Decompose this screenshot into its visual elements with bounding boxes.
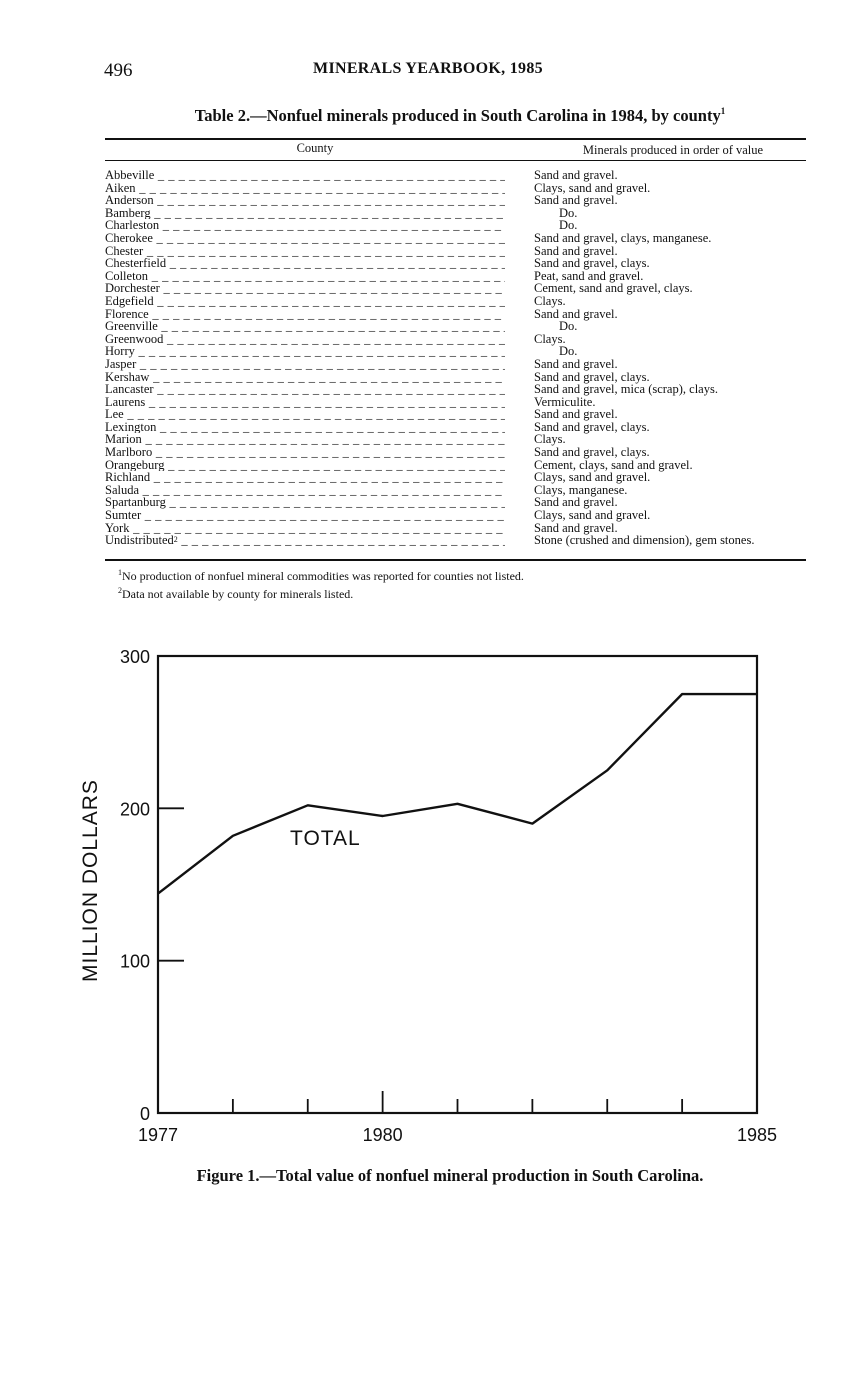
minerals-cell: Do.: [559, 205, 578, 220]
footnote-text: No production of nonfuel mineral commodities was reported for counties not listed.: [122, 569, 524, 583]
minerals-cell: Vermiculite.: [534, 394, 596, 409]
county-name: Horry: [105, 345, 135, 358]
minerals-cell: Do.: [559, 218, 578, 233]
minerals-cell: Do.: [559, 319, 578, 334]
y-tick-label: 0: [139, 1104, 150, 1124]
county-name: Florence: [105, 307, 149, 321]
minerals-cell: Sand and gravel, clays.: [534, 369, 650, 384]
y-tick-label: 100: [119, 951, 150, 972]
county-name: Aiken: [105, 181, 136, 195]
county-name: Sumter: [105, 509, 142, 522]
county-name: Undistributed: [105, 534, 174, 547]
county-name: Lexington: [105, 420, 157, 434]
minerals-cell: Clays.: [534, 432, 566, 447]
footnote-text: Data not available by county for minerals listed.: [122, 586, 354, 601]
county-name: Marion: [105, 433, 142, 447]
y-axis-label: MILLION DOLLARS: [79, 779, 102, 982]
county-name: Richland: [105, 471, 151, 484]
series-label-total: TOTAL: [290, 827, 361, 850]
county-name: Bamberg: [105, 206, 151, 220]
footnote-mark: 2: [118, 585, 122, 595]
minerals-cell: Sand and gravel, clays.: [534, 445, 650, 460]
x-tick-label: 1977: [137, 1125, 179, 1145]
county-name: Saluda: [105, 483, 140, 497]
chart-frame: [158, 656, 757, 1113]
minerals-cell: Clays, manganese.: [534, 482, 628, 497]
minerals-cell: Clays, sand and gravel.: [534, 508, 651, 523]
county-name: Dorchester: [105, 282, 160, 295]
running-title: MINERALS YEARBOOK, 1985: [313, 60, 543, 77]
county-name: Orangeburg: [105, 458, 165, 472]
column-header-minerals: Minerals produced in order of value: [582, 143, 764, 157]
footnote-mark: 1: [118, 568, 122, 577]
county-name: Lancaster: [105, 383, 154, 396]
series-line-total: [158, 694, 757, 894]
chart-tick-labels: [120, 647, 777, 1145]
minerals-cell: Sand and gravel, clays, manganese.: [534, 230, 712, 245]
county-name: Jasper: [105, 357, 137, 371]
minerals-cell: Cement, clays, sand and gravel.: [534, 457, 693, 472]
county-name: Chester: [105, 244, 144, 258]
minerals-cell: Sand and gravel, mica (scrap), clays.: [534, 382, 718, 397]
county-name: Chesterfield: [105, 257, 167, 270]
county-name: Lee: [105, 408, 124, 421]
minerals-cell: Clays.: [534, 331, 566, 346]
county-name: Greenwood: [105, 332, 164, 346]
minerals-cell: Sand and gravel.: [534, 168, 618, 182]
minerals-cell: Clays.: [534, 293, 566, 308]
minerals-cell: Sand and gravel.: [534, 306, 618, 321]
minerals-cell: Clays, sand and gravel.: [534, 470, 651, 485]
county-name: Laurens: [105, 395, 146, 409]
county-name: York: [105, 521, 130, 535]
county-name: Greenville: [105, 320, 158, 333]
minerals-cell: Peat, sand and gravel.: [534, 268, 644, 283]
minerals-cell: Sand and gravel, clays.: [534, 256, 650, 271]
plot-frame: [158, 656, 757, 1113]
minerals-cell: Clays, sand and gravel.: [534, 180, 651, 195]
minerals-cell: Sand and gravel.: [534, 520, 618, 535]
x-tick-label: 1985: [736, 1125, 778, 1145]
county-name: Kershaw: [105, 370, 150, 384]
table-title-text: Table 2.—Nonfuel minerals produced in South Carolina in 1984, by county: [194, 106, 721, 125]
county-name: Abbeville: [105, 169, 155, 182]
county-name: Edgefield: [105, 294, 154, 308]
minerals-cell: Sand and gravel.: [534, 193, 618, 208]
county-name: Anderson: [105, 194, 154, 207]
y-tick-label: 200: [119, 799, 150, 820]
minerals-cell: Sand and gravel.: [534, 356, 618, 371]
minerals-cell: Stone (crushed and dimension), gem stones.: [534, 533, 755, 548]
table-title-note: 1: [720, 106, 726, 116]
county-name: Charleston: [105, 219, 160, 232]
x-tick-label: 1980: [362, 1125, 403, 1145]
y-tick-label: 300: [119, 647, 150, 667]
county-name: Cherokee: [105, 231, 153, 245]
chart-series: [158, 694, 757, 894]
county-note: 2: [173, 535, 178, 545]
minerals-cell: Do.: [559, 344, 578, 359]
minerals-cell: Sand and gravel.: [534, 495, 618, 510]
minerals-cell: Sand and gravel.: [534, 407, 618, 422]
county-name: Spartanburg: [105, 496, 166, 510]
county-name: Colleton: [105, 269, 149, 283]
page-number: 496: [104, 60, 133, 81]
minerals-cell: Sand and gravel.: [534, 243, 618, 258]
minerals-cell: Sand and gravel, clays.: [534, 419, 650, 434]
county-name: Marlboro: [105, 446, 153, 459]
figure-caption: Figure 1.—Total value of nonfuel mineral production in South Carolina.: [196, 1166, 704, 1185]
minerals-cell: Cement, sand and gravel, clays.: [534, 281, 693, 296]
column-header-county: County: [296, 141, 334, 155]
chart-ticks: [158, 808, 682, 1113]
